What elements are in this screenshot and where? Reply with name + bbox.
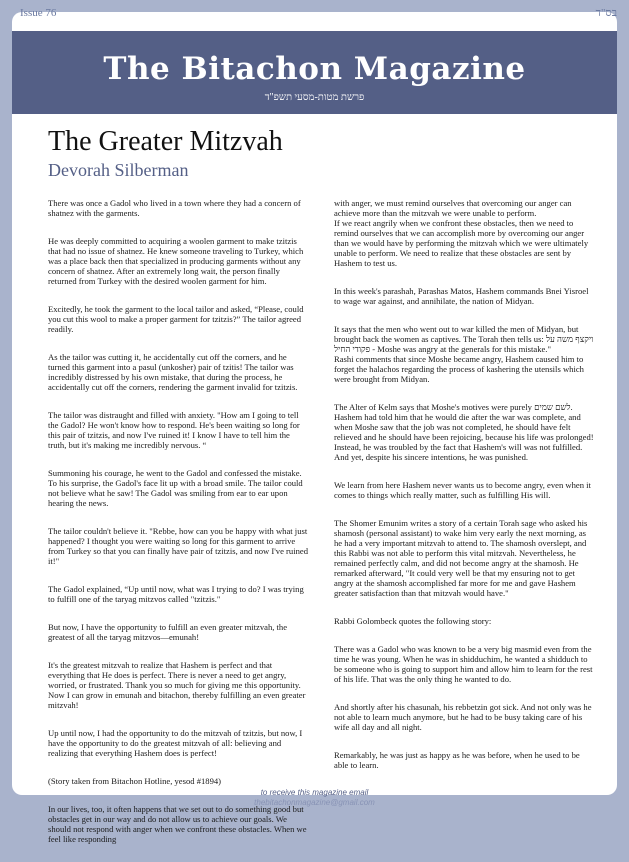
paragraph: The Gadol explained, “Up until now, what was I trying to do? I was trying to fulfill one of the taryag mitzvos called "tzitzis." [48, 584, 304, 604]
article-header [48, 122, 588, 185]
masthead [12, 31, 617, 114]
paragraph: In this week's parashah, Parashas Matos, Hashem commands Bnei Yisroel to wage war against, and annihilate, the nation of Midyan. [334, 286, 589, 306]
paragraph: He was deeply committed to acquiring a woolen garment to make tzitzis that had no issue of shatnez. He knew someone traveling to Turkey, which was a place back then that specialized in producing garments without any concern of shatnez. After an extremely long wait, the person finally returned from Turkey with the desired woolen garment for him. [48, 236, 304, 286]
paragraph: The tailor couldn't believe it. "Rebbe, how can you be happy with what just happened? I thought you were waiting so long for this garment to arrive from Turkey so that you can finally have pair of tzitzis, and now I've ruined it!" [48, 526, 309, 566]
paragraph: Remarkably, he was just as happy as he was before, when he used to be able to learn. [334, 750, 580, 770]
paragraph: Excitedly, he took the garment to the local tailor and asked, “Please, could you cut this wool to make a proper garment for tzitzis?” The tailor agreed readily. [48, 304, 304, 334]
paragraph: with anger, we must remind ourselves that overcoming our anger can achieve more than the mitzvah we were unable to perform. If we react angrily when we confront these obstacles, then we need to remind ourselves that we can accomplish more by overcoming our anger than we would have by performing the mitzvah which we were ultimately unable to perform. We need to realize that these obstacles are sent by Hashem to test us. [334, 198, 589, 268]
paragraph: The Shomer Emunim writes a story of a certain Torah sage who asked his shamosh (personal assistant) to wake him very early the next morning, as he had a very important mitzvah to attend to. The shamosh overslept, and this Rabbi was not able to perform this vital mitzvah. Nevertheless, he remained perfectly calm, and did not become angry at the shamosh. He remarked afterward, "It could very well be that my ensuring not to get angry at the shamosh accomplished far more for me and gave Hashem greater satisfaction than that mitzvah would have." [334, 518, 588, 598]
article-author: Devorah Silberman [48, 160, 189, 180]
paragraph: There was a Gadol who was known to be a very big masmid even from the time he was young. When he was in shidduchim, he wanted a shidduch to be someone who is going to support him and allow him to learn for the rest of his life. That was the only thing he wanted to do. [334, 644, 593, 684]
left-column [48, 188, 310, 862]
top-bar [12, 0, 629, 22]
bsd-mark: בס"ד [595, 7, 617, 19]
paragraph: The tailor was distraught and filled with anxiety. "How am I going to tell the Gadol? He won't know how to respond. He's been waiting so long for this pair of tzitzis, and now I've ruined it! I know I have to tell him the truth, but it's making me incredibly nervous. “ [48, 410, 300, 450]
paragraph: Summoning his courage, he went to the Gadol and confessed the mistake. To his surprise, the Gadol's face lit up with a broad smile. The tailor could not believe what he saw! The Gadol was smiling from ear to ear upon hearing the news. [48, 468, 303, 508]
paragraph: Rabbi Golombeck quotes the following story: [334, 616, 492, 626]
paragraph: It says that the men who went out to war killed the men of Midyan, but brought back the women as captives. The Torah then tells us: ויקצף משה על פקודי החיל - Moshe was angry at the generals for this mistake." Rashi comments that since Moshe became angry, Hashem caused him to forget the halachos regarding the process of kashering the utensils which were brought from Midyan. [334, 324, 594, 384]
paragraph: We learn from here Hashem never wants us to become angry, even when it comes to things which really matter, such as fulfilling His will. [334, 480, 591, 500]
subscribe-note: to receive this magazine email [260, 788, 369, 797]
subscribe-email[interactable]: thebitachonmagazine@gmail.com [254, 798, 375, 807]
paragraph: (Story taken from Bitachon Hotline, yesod #1894) [48, 776, 222, 786]
paragraph: Up until now, I had the opportunity to do the mitzvah of tzitzis, but now, I have the opportunity to do the greatest mitzvah of all: believing and realizing that everything Hashem does is perfect! [48, 728, 303, 758]
paragraph: It's the greatest mitzvah to realize that Hashem is perfect and that everything that He does is perfect. There is never a need to get angry, worried, or frustrated. Thank you so much for giving me this opportunity. Now I can grow in emunah and bitachon, thereby fulfilling an even greater mitzvah! [48, 660, 306, 710]
footer [0, 788, 629, 807]
right-column [334, 188, 596, 788]
parsha-subtitle: פרשת מטות-מסעי תשפ"ד [264, 92, 365, 103]
paragraph: The Alter of Kelm says that Moshe's motives were purely לשם שמים. Hashem had told him that he would die after the war was complete, and when Moshe saw that the job was not completed, he should have felt relieved and he should have been rejoicing, because his life was prolonged! Instead, he was troubled by the fact that Hashem's will was not fulfilled. And yet, despite his sincere intentions, he was punished. [334, 402, 594, 462]
paragraph: And shortly after his chasunah, his rebbetzin got sick. And not only was he not able to learn much anymore, but he had to be busy taking care of his wife all day and all night. [334, 702, 592, 732]
paragraph: In our lives, too, it often happens that we set out to do something good but obstacles get in our way and do not allow us to achieve our goals. We should not respond with anger when we confront these obstacles. When we feel like responding [48, 804, 307, 844]
paragraph: But now, I have the opportunity to fulfill an even greater mitzvah, the greatest of all the taryag mitzvos—emunah! [48, 622, 288, 642]
magazine-title: The Bitachon Magazine [103, 51, 526, 87]
paragraph: As the tailor was cutting it, he accidentally cut off the corners, and he turned this garment into a pasul (unkosher) pair of tzitis! The tailor was incredibly distressed by his own mistake, that during the process, he accidentally cut off the corners, rendering the garment invalid for tzitzis. [48, 352, 298, 392]
issue-number: Issue 76 [20, 7, 57, 19]
article-title: The Greater Mitzvah [48, 126, 283, 157]
paragraph: There was once a Gadol who lived in a town where they had a concern of shatnez with the garments. [48, 198, 301, 218]
